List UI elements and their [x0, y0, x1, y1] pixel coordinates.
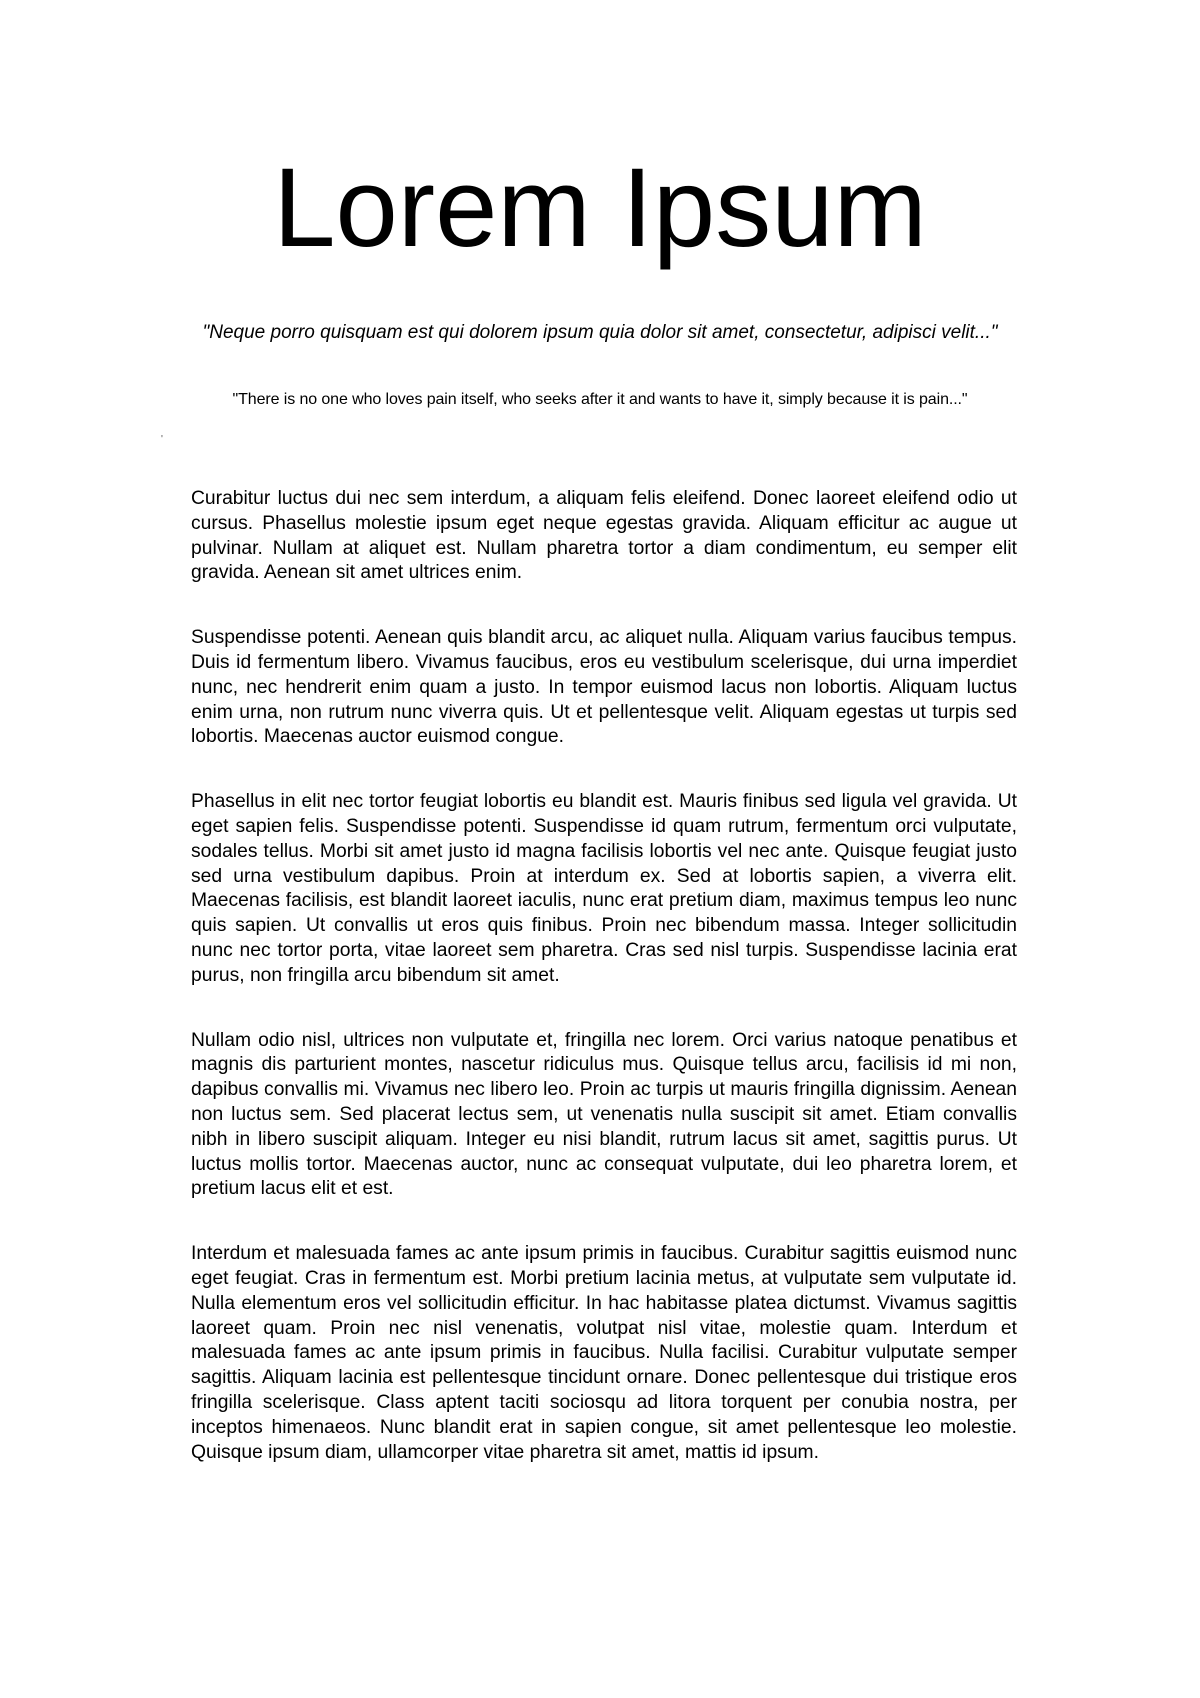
paragraph-2: Suspendisse potenti. Aenean quis blandit arcu, ac aliquet nulla. Aliquam varius faucibus tempus. Duis id fermentum libero. Vivamus faucibus, eros eu vestibulum scelerisque, dui urna imperdiet nunc, nec hendrerit enim quam a justo. In tempor euismod lacus non lobortis. Aliquam luctus enim urna, non rutrum nunc viverra quis. Ut et pellentesque velit. Aliquam egestas ut turpis sed lobortis. Maecenas auctor euismod congue. — [191, 627, 1017, 748]
document-title: Lorem Ipsum — [273, 145, 927, 270]
body-text — [191, 487, 1017, 1505]
paragraph-5: Interdum et malesuada fames ac ante ipsum primis in faucibus. Curabitur sagittis euismod nunc eget feugiat. Cras in fermentum est. Morbi pretium lacinia metus, at vulputate sem vulputate id. Nulla elementum eros vel sollicitudin efficitur. In hac habitasse platea dictumst. Vivamus sagittis laoreet quam. Proin nec nisl venenatis, volutpat nisl vitae, molestie quam. Interdum et malesuada fames ac ante ipsum primis in faucibus. Nulla facilisi. Curabitur vulputate semper sagittis. Aliquam lacinia est pellentesque tincidunt ornare. Donec pellentesque dui tristique eros fringilla scelerisque. Class aptent taciti sociosqu ad litora torquent per conubia nostra, per inceptos himenaeos. Nunc blandit erat in sapien congue, sit amet pellentesque leo molestie. Quisque ipsum diam, ullamcorper vitae pharetra sit amet, mattis id ipsum. — [191, 1243, 1017, 1463]
stray-mark: ' — [161, 434, 163, 445]
paragraph-4: Nullam odio nisl, ultrices non vulputate et, fringilla nec lorem. Orci varius natoque penatibus et magnis dis parturient montes, nascetur ridiculus mus. Quisque tellus arcu, facilisis id mi non, dapibus convallis mi. Vivamus nec libero leo. Proin ac turpis ut mauris fringilla dignissim. Aenean non luctus sem. Sed placerat lectus sem, ut venenatis nulla suscipit sit amet. Etiam convallis nibh in libero suscipit aliquam. Integer eu nisi blandit, rutrum lacus sit amet, sagittis purus. Ut luctus mollis tortor. Maecenas auctor, nunc ac consequat vulputate, dui leo pharetra lorem, et pretium lacus elit et est. — [191, 1029, 1017, 1200]
paragraph-1: Curabitur luctus dui nec sem interdum, a aliquam felis eleifend. Donec laoreet eleifend odio ut cursus. Phasellus molestie ipsum eget neque egestas gravida. Aliquam efficitur ac augue ut pulvinar. Nullam at aliquet est. Nullam pharetra tortor a diam condimentum, eu semper elit gravida. Aenean sit amet ultrices enim. — [191, 488, 1017, 584]
latin-quote: "Neque porro quisquam est qui dolorem ipsum quia dolor sit amet, consectetur, adipisci velit..." — [202, 322, 998, 343]
english-quote: "There is no one who loves pain itself, who seeks after it and wants to have it, simply because it is pain..." — [232, 391, 968, 408]
paragraph-3: Phasellus in elit nec tortor feugiat lobortis eu blandit est. Mauris finibus sed ligula vel gravida. Ut eget sapien felis. Suspendisse potenti. Suspendisse id quam rutrum, fermentum orci vulputate, sodales tellus. Morbi sit amet justo id magna facilisis lobortis vel nec ante. Quisque feugiat justo sed urna vestibulum dapibus. Proin at interdum ex. Sed at lobortis sapien, a viverra elit. Maecenas facilisis, est blandit laoreet iaculis, nunc erat pretium diam, maximus tempus leo nunc quis sapien. Ut convallis ut eros quis finibus. Proin nec bibendum massa. Integer sollicitudin nunc nec tortor porta, vitae laoreet sem pharetra. Cras sed nisl turpis. Suspendisse lacinia erat purus, non fringilla arcu bibendum sit amet. — [191, 791, 1017, 986]
